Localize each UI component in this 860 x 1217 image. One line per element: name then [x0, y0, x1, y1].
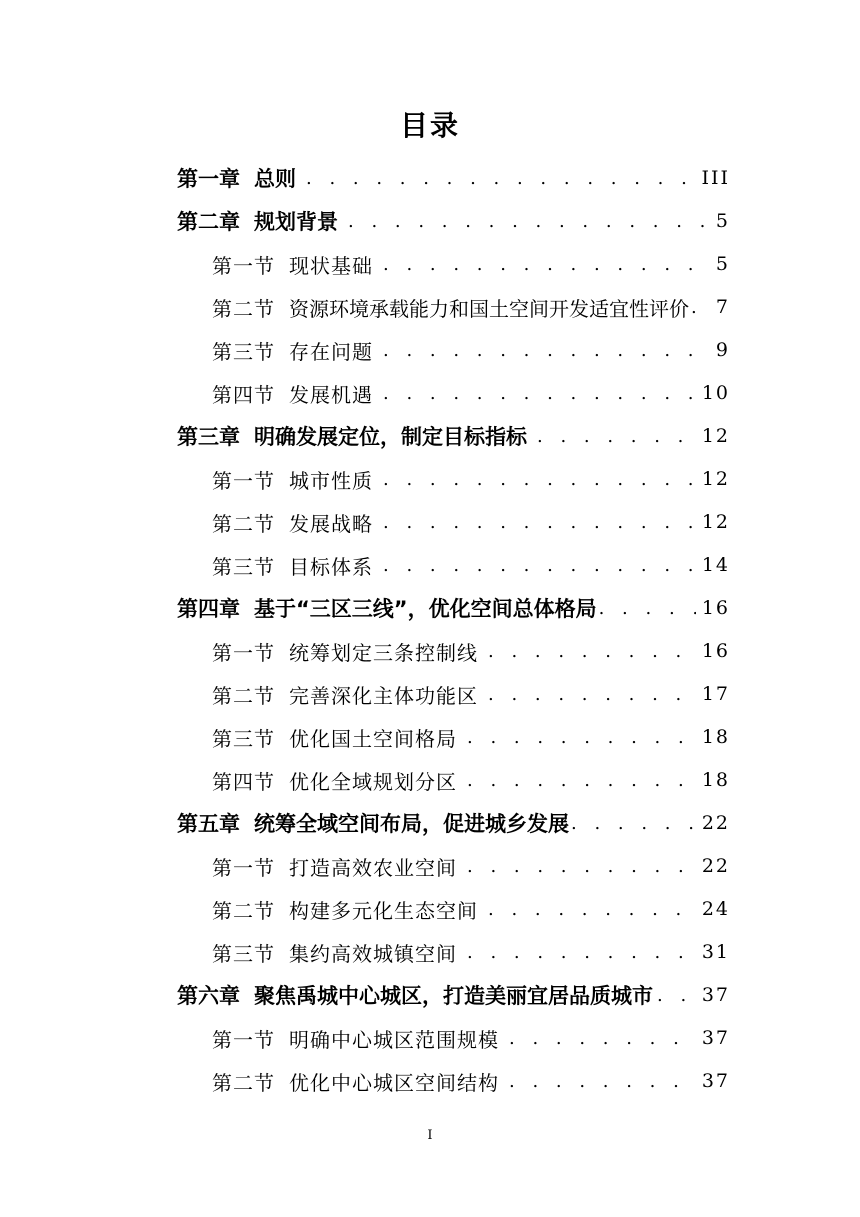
- toc-entry-title: 优化全域规划分区: [289, 769, 457, 794]
- toc-entry-title: 明确发展定位，制定目标指标: [254, 425, 527, 449]
- leader-dots: [383, 340, 710, 361]
- toc-entry-number: 第三章: [177, 425, 240, 449]
- toc-entry-number: 第一章: [177, 167, 240, 191]
- toc-entry-title: 统筹全域空间布局，促进城乡发展: [254, 812, 569, 836]
- leader-dots: [488, 899, 696, 920]
- toc-entry[interactable]: [212, 760, 730, 800]
- toc-entry-page: III: [701, 167, 730, 189]
- toc-entry-title: 集约高效城镇空间: [289, 941, 457, 966]
- toc-entry-page: 16: [701, 597, 730, 619]
- toc-entry-number: 第六章: [177, 984, 240, 1008]
- toc-entry-title: 优化国土空间格局: [289, 726, 457, 751]
- toc-entry[interactable]: [212, 330, 730, 370]
- toc-entry[interactable]: [212, 1018, 730, 1058]
- toc-entry-number: 第五章: [177, 812, 240, 836]
- toc-entry-number: 第三节: [212, 726, 275, 751]
- toc-entry[interactable]: [177, 416, 730, 456]
- leader-dots: [488, 641, 696, 662]
- toc-entry-page: 18: [701, 726, 730, 748]
- toc-entry-page: 37: [701, 1070, 730, 1092]
- leader-dots: [383, 254, 710, 275]
- toc-entry-number: 第二章: [177, 210, 240, 234]
- toc-entry[interactable]: [212, 846, 730, 886]
- toc-entry-number: 第四节: [212, 382, 275, 407]
- toc-entry-page: 14: [701, 554, 730, 576]
- toc-entry-page: 18: [701, 769, 730, 791]
- toc-entry-page: 12: [701, 511, 730, 533]
- toc-entry-title: 总则: [254, 167, 296, 191]
- toc-entry-page: 37: [701, 984, 730, 1006]
- toc-entry[interactable]: [212, 287, 730, 327]
- toc-entry-title: 发展机遇: [289, 382, 373, 407]
- toc-entry[interactable]: [177, 975, 730, 1015]
- toc-entry[interactable]: [212, 889, 730, 929]
- toc-entry-number: 第二节: [212, 1070, 275, 1095]
- toc-entry[interactable]: [212, 932, 730, 972]
- toc-entry-page: 5: [715, 253, 730, 275]
- toc-entry-page: 9: [715, 339, 730, 361]
- toc-entry-page: 17: [701, 683, 730, 705]
- toc-entry-page: 12: [701, 468, 730, 490]
- leader-dots: [306, 168, 695, 189]
- toc-entry-number: 第一节: [212, 640, 275, 665]
- toc-entry[interactable]: [177, 803, 730, 843]
- toc-entry-title: 统筹划定三条控制线: [289, 640, 478, 665]
- toc-entry-title: 基于“三区三线”，优化空间总体格局: [254, 597, 597, 621]
- leader-dots: [383, 555, 696, 576]
- toc-entry-page: 22: [701, 812, 730, 834]
- toc-entry-page: 22: [701, 855, 730, 877]
- toc-entry-page: 5: [715, 210, 730, 232]
- toc-entry-number: 第三节: [212, 339, 275, 364]
- leader-dots: [467, 770, 696, 791]
- leader-dots: [467, 727, 696, 748]
- leader-dots: [467, 942, 696, 963]
- toc-entry-number: 第二节: [212, 296, 275, 321]
- toc-entry-title: 存在问题: [289, 339, 373, 364]
- toc-entry-number: 第三节: [212, 941, 275, 966]
- toc-entry-title: 明确中心城区范围规模: [289, 1027, 499, 1052]
- toc-entry-page: 31: [701, 941, 730, 963]
- toc-entry[interactable]: [212, 373, 730, 413]
- leader-dots: [691, 297, 710, 318]
- leader-dots: [383, 469, 696, 490]
- toc-entry-number: 第一节: [212, 1027, 275, 1052]
- toc-entry[interactable]: [212, 717, 730, 757]
- toc-entry-page: 37: [701, 1027, 730, 1049]
- toc-entry-number: 第二节: [212, 683, 275, 708]
- page-number-footer: I: [427, 1128, 433, 1143]
- leader-dots: [348, 211, 710, 232]
- toc-entry[interactable]: [212, 674, 730, 714]
- toc-entry-page: 16: [701, 640, 730, 662]
- leader-dots: [467, 856, 696, 877]
- toc-entry-page: 12: [701, 425, 730, 447]
- toc-entry[interactable]: [212, 1061, 730, 1101]
- toc-entry[interactable]: [212, 545, 730, 585]
- toc-entry-page: 7: [715, 296, 730, 318]
- toc-entry-number: 第四节: [212, 769, 275, 794]
- leader-dots: [571, 813, 696, 834]
- toc-entry-title: 资源环境承载能力和国土空间开发适宜性评价: [289, 296, 689, 321]
- toc-entry[interactable]: [212, 631, 730, 671]
- page-title: 目录: [399, 109, 460, 142]
- leader-dots: [599, 598, 696, 619]
- toc-entry-number: 第一节: [212, 855, 275, 880]
- leader-dots: [537, 426, 696, 447]
- leader-dots: [509, 1071, 696, 1092]
- toc-entry-title: 打造高效农业空间: [289, 855, 457, 880]
- toc-entry-number: 第二节: [212, 511, 275, 536]
- toc-entry-title: 目标体系: [289, 554, 373, 579]
- leader-dots: [383, 512, 696, 533]
- toc-entry-title: 发展战略: [289, 511, 373, 536]
- toc-entry[interactable]: [212, 244, 730, 284]
- toc-entry-number: 第一节: [212, 253, 275, 278]
- toc-entry-number: 第四章: [177, 597, 240, 621]
- toc-entry-title: 规划背景: [254, 210, 338, 234]
- toc-entry-title: 优化中心城区空间结构: [289, 1070, 499, 1095]
- toc-entry-title: 城市性质: [289, 468, 373, 493]
- toc-entry-title: 聚焦禹城中心城区，打造美丽宜居品质城市: [254, 984, 653, 1008]
- toc-entry[interactable]: [212, 459, 730, 499]
- toc-entry-title: 完善深化主体功能区: [289, 683, 478, 708]
- toc-entry[interactable]: [177, 588, 730, 628]
- toc-entry[interactable]: [177, 158, 730, 198]
- toc-entry-number: 第一节: [212, 468, 275, 493]
- toc-entry[interactable]: [177, 201, 730, 241]
- toc-entry-page: 10: [701, 382, 730, 404]
- leader-dots: [383, 383, 696, 404]
- toc-entry-title: 构建多元化生态空间: [289, 898, 478, 923]
- toc-entry[interactable]: [212, 502, 730, 542]
- toc-entry-title: 现状基础: [289, 253, 373, 278]
- toc-entry-number: 第三节: [212, 554, 275, 579]
- leader-dots: [657, 985, 698, 1006]
- leader-dots: [509, 1028, 696, 1049]
- toc-entry-page: 24: [701, 898, 730, 920]
- toc-entry-number: 第二节: [212, 898, 275, 923]
- leader-dots: [488, 684, 696, 705]
